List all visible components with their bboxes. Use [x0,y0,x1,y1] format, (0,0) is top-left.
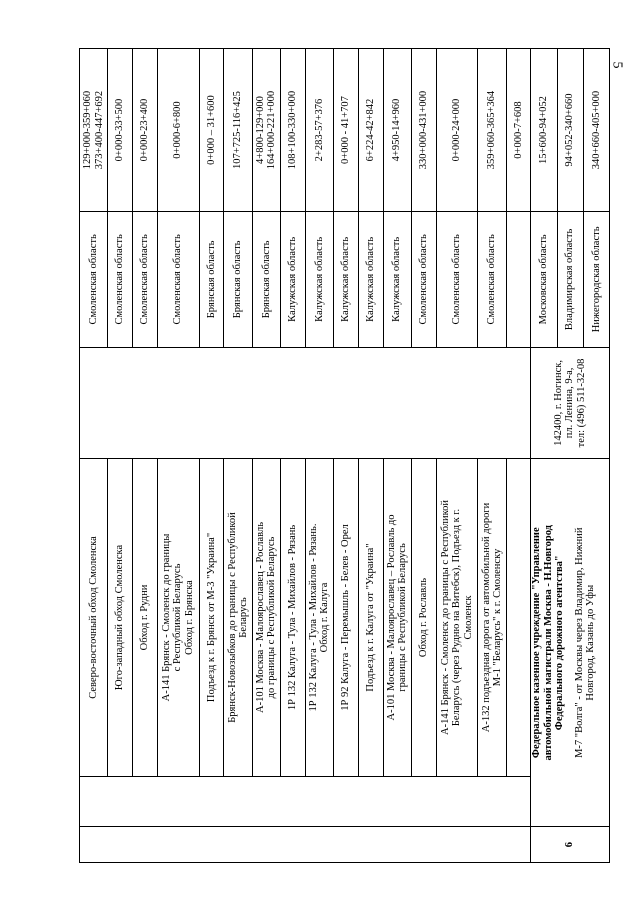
road-name-cell: А-141 Брянск - Смоленск до границы с Республикой Беларусь (через Рудню на Витебск), Подъезд к г. Смоленск [436,459,478,777]
region-cell: Калужская область [383,212,411,348]
road-name-cell: А-141 Брянск - Смоленск до границы с Республикой Беларусь Обход г. Брянска [157,459,199,777]
road-name-cell: А-132 подъездная дорога от автомобильной дороги М-1 "Беларусь" к г. Смоленску [478,459,506,777]
km-range-cell: 4+800-129+000 164+000-221+000 [252,49,280,212]
region-cell: Калужская область [334,212,359,348]
rotated-table-wrapper [79,48,610,863]
region-cell: Смоленская область [411,212,436,348]
km-range-cell: 330+000-431+000 [411,49,436,212]
km-range-cell: 0+000-23+400 [133,49,158,212]
row-number-cell: 6 [531,827,610,863]
region-cell: Брянская область [252,212,280,348]
region-cell [506,212,531,348]
region-cell: Смоленская область [436,212,478,348]
address-cell: 142400, г. Ногинск, пл. Ленина, 9-а, тел: (496) 511-32-08 [531,347,610,458]
km-range-cell: 94+052-340+660 [557,49,583,212]
road-name-cell: 1Р 132 Калуга - Тула - Михайлов - Рязань. Обход г. Калуга [305,459,333,777]
table-row [80,49,108,863]
km-range-cell: 2+283-57+376 [305,49,333,212]
km-range-cell: 108+100-330+000 [280,49,305,212]
km-range-cell: 340+660-405+000 [583,49,609,212]
road-name-cell: Северо-восточный обход Смоленска [80,459,108,777]
page-number: 5 [609,61,625,69]
road-name-cell: А-101 Москва - Малоярославец - Рославль до границы с Республикой Беларусь [252,459,280,777]
km-range-cell: 129+000-359+060 373+400-447+692 [80,49,108,212]
km-range-cell: 0+000-6+800 [157,49,199,212]
road-name-cell: Обход г. Рудни [133,459,158,777]
table-body [80,49,610,863]
region-cell: Смоленская область [108,212,133,348]
road-name-cell: А-101 Москва - Малоярославец – Рославль до границы с Республикой Беларусь [383,459,411,777]
row-number-cell [80,827,531,863]
km-range-cell: 0+000 - 41+707 [334,49,359,212]
km-range-cell: 107+725-116+425 [224,49,252,212]
road-table [79,48,610,863]
km-range-cell: 15+600-94+052 [531,49,557,212]
organization-cell: Федеральное казенное учреждение "Управление автомобильной магистрали Москва - Н.Новгород Федерального дорожного агентства" М-7 "Волга" - от Москвы через Владимир, Нижний Новгород, Казань до Уфы [531,459,610,827]
km-range-cell: 359+060-365+364 [478,49,506,212]
region-cell: Нижегородская область [583,212,609,348]
organization-cell [80,776,531,826]
road-name-cell [506,459,531,777]
region-cell: Смоленская область [80,212,108,348]
region-cell: Московская область [531,212,557,348]
km-range-cell: 6+224-42+842 [358,49,383,212]
region-cell: Смоленская область [157,212,199,348]
region-cell: Брянская область [199,212,224,348]
road-name-cell: Обход г. Рославль [411,459,436,777]
region-cell: Калужская область [358,212,383,348]
road-name-cell: Подъезд к г. Калуга от "Украина" [358,459,383,777]
road-name-cell: 1Р 132 Калуга - Тула - Михайлов - Рязань [280,459,305,777]
road-name-cell: Юго-западный обход Смоленска [108,459,133,777]
region-cell: Владимирская область [557,212,583,348]
region-cell: Смоленская область [133,212,158,348]
road-name-cell: Подъезд к г. Брянск от М-3 "Украина" [199,459,224,777]
road-name-cell: 1Р 92 Калуга - Перемышль - Белев - Орел [334,459,359,777]
region-cell: Смоленская область [478,212,506,348]
km-range-cell: 0+000-33+500 [108,49,133,212]
road-name-cell: Брянск-Новозыбков до границы с Республикой Беларусь [224,459,252,777]
m7-road-name: М-7 "Волга" - от Москвы через Владимир, Нижний Новгород, Казань до Уфы [573,527,597,758]
km-range-cell: 0+000-24+000 [436,49,478,212]
region-cell: Брянская область [224,212,252,348]
table-row [531,49,557,863]
km-range-cell: 4+950-14+960 [383,49,411,212]
km-range-cell: 0+000 – 31+600 [199,49,224,212]
km-range-cell: 0+000-7+608 [506,49,531,212]
address-cell [80,347,531,458]
region-cell: Калужская область [280,212,305,348]
region-cell: Калужская область [305,212,333,348]
